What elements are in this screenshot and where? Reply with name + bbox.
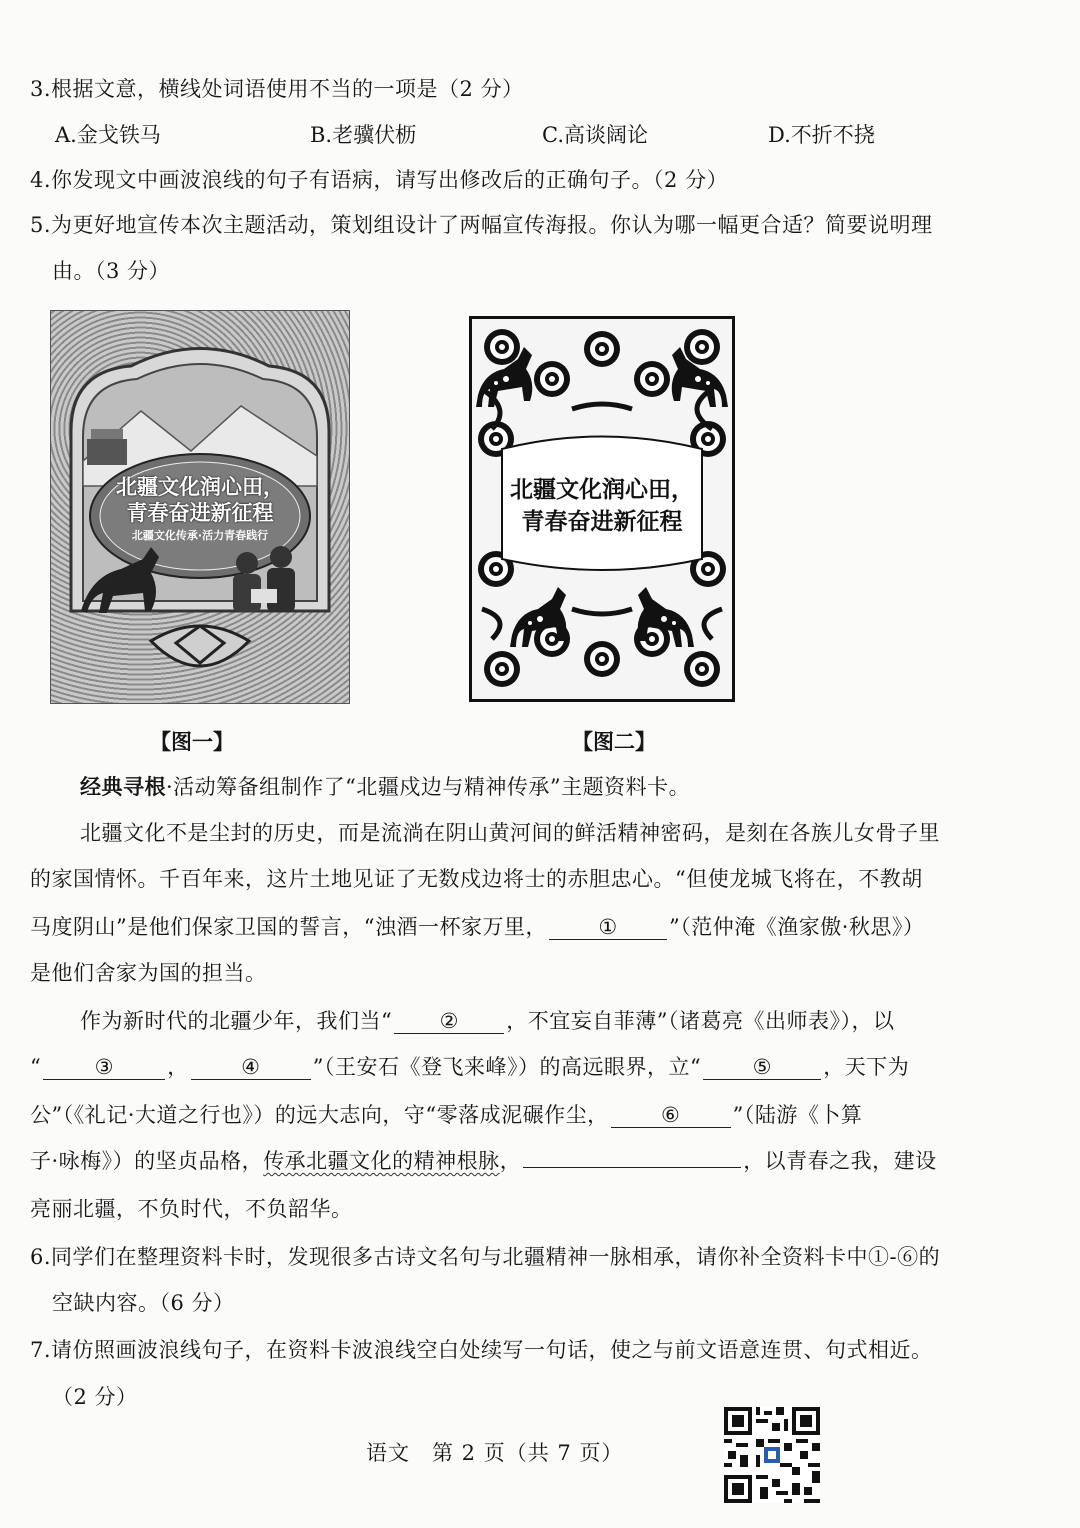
qr-code-icon [724,1407,820,1503]
card-p2-line3 [30,1100,862,1130]
question-7-line1: 7.请仿照画波浪线句子，在资料卡波浪线空白处续写一句话，使之与前文语意连贯、句式相近。 [30,1338,933,1362]
question-6-line2: 空缺内容。（6 分） [52,1291,235,1315]
card-p2-line1 [80,1006,894,1036]
card-p2-line1-a: 作为新时代的北疆少年，我们当“ [80,1009,393,1033]
figure-1-caption: 【图一】 [150,729,234,754]
poster1-title-line1: 北疆文化润心田， [116,475,284,499]
wavy-sentence: 传承北疆文化的精神根脉 [263,1149,500,1173]
blank-3[interactable]: ③ [43,1055,165,1080]
poster1-title-line2: 青春奋进新征程 [126,501,274,525]
poster-figure-2 [469,316,735,702]
card-p2-line4-c: ，以青春之我，建设 [743,1149,937,1173]
option-a: A.金戈铁马 [55,123,161,147]
option-d: D.不折不挠 [768,123,875,147]
card-p2-line2-a: “ [30,1055,42,1079]
poster-figure-1 [50,310,350,704]
card-p2-line2-b: ， [167,1055,189,1079]
card-p2-line4-b: ， [499,1149,522,1173]
card-p2-line4 [30,1146,937,1176]
card-p1-line4: 是他们舍家为国的担当。 [30,961,267,985]
card-intro-text: ·活动筹备组制作了“北疆戍边与精神传承”主题资料卡。 [166,775,691,799]
question-6-line1: 6.同学们在整理资料卡时，发现很多古诗文名句与北疆精神一脉相承，请你补全资料卡中①-⑥的 [30,1245,941,1269]
blank-4[interactable]: ④ [191,1055,311,1080]
figure-2-caption: 【图二】 [572,729,656,754]
blank-5[interactable]: ⑤ [703,1055,821,1080]
page-footer: 语文 第 2 页（共 7 页） [366,1441,624,1465]
poster2-title-line2: 青春奋进新征程 [521,509,683,535]
poster2-title-line1: 北疆文化润心田， [510,477,694,503]
option-c: C.高谈阔论 [542,123,648,147]
question-3: 3.根据文意，横线处词语使用不当的一项是（2 分） [30,77,524,101]
card-p2-line1-b: ，不宜妄自菲薄”（诸葛亮《出师表》），以 [506,1009,895,1033]
card-p2-line3-b: ”（陆游《卜算 [732,1103,863,1127]
card-heading: 经典寻根 [80,774,166,799]
poster1-subtitle: 北疆文化传承·活力青春践行 [131,529,269,542]
blank-1[interactable]: ① [549,915,667,940]
question-7-line2: （2 分） [52,1385,138,1409]
card-p2-line5: 亮丽北疆，不负时代，不负韶华。 [30,1197,353,1221]
card-p1-line3-a: 马度阴山”是他们保家卫国的誓言，“浊酒一杯家万里， [30,915,547,939]
card-p2-line2 [30,1052,909,1082]
card-p1-line3 [30,912,924,942]
blank-6[interactable]: ⑥ [611,1103,731,1128]
card-p2-line2-c: ”（王安石《登飞来峰》）的高远眼界，立“ [312,1055,702,1079]
card-p1-line2: 的家国情怀。千百年来，这片土地见证了无数戍边将士的赤胆忠心。“但使龙城飞将在，不教胡 [30,867,923,891]
card-p1-line1: 北疆文化不是尘封的历史，而是流淌在阴山黄河间的鲜活精神密码，是刻在各族儿女骨子里 [80,821,940,845]
question-5-line1: 5.为更好地宣传本次主题活动，策划组设计了两幅宣传海报。你认为哪一幅更合适？简要说明理 [30,213,933,237]
question-5-line2: 由。（3 分） [52,259,171,283]
blank-wavy-continuation[interactable] [523,1167,741,1168]
card-p2-line3-a: 公”（《礼记·大道之行也》）的远大志向，守“零落成泥碾作尘， [30,1103,609,1127]
card-p1-line3-b: ”（范仲淹《渔家傲·秋思》） [668,915,925,939]
question-4: 4.你发现文中画波浪线的句子有语病，请写出修改后的正确句子。（2 分） [30,168,729,192]
card-p2-line4-a: 子·咏梅》）的坚贞品格， [30,1149,264,1173]
card-p2-line2-d: ，天下为 [823,1055,910,1079]
option-b: B.老骥伏枥 [310,123,417,147]
card-intro [80,772,690,802]
blank-2[interactable]: ② [394,1009,504,1034]
